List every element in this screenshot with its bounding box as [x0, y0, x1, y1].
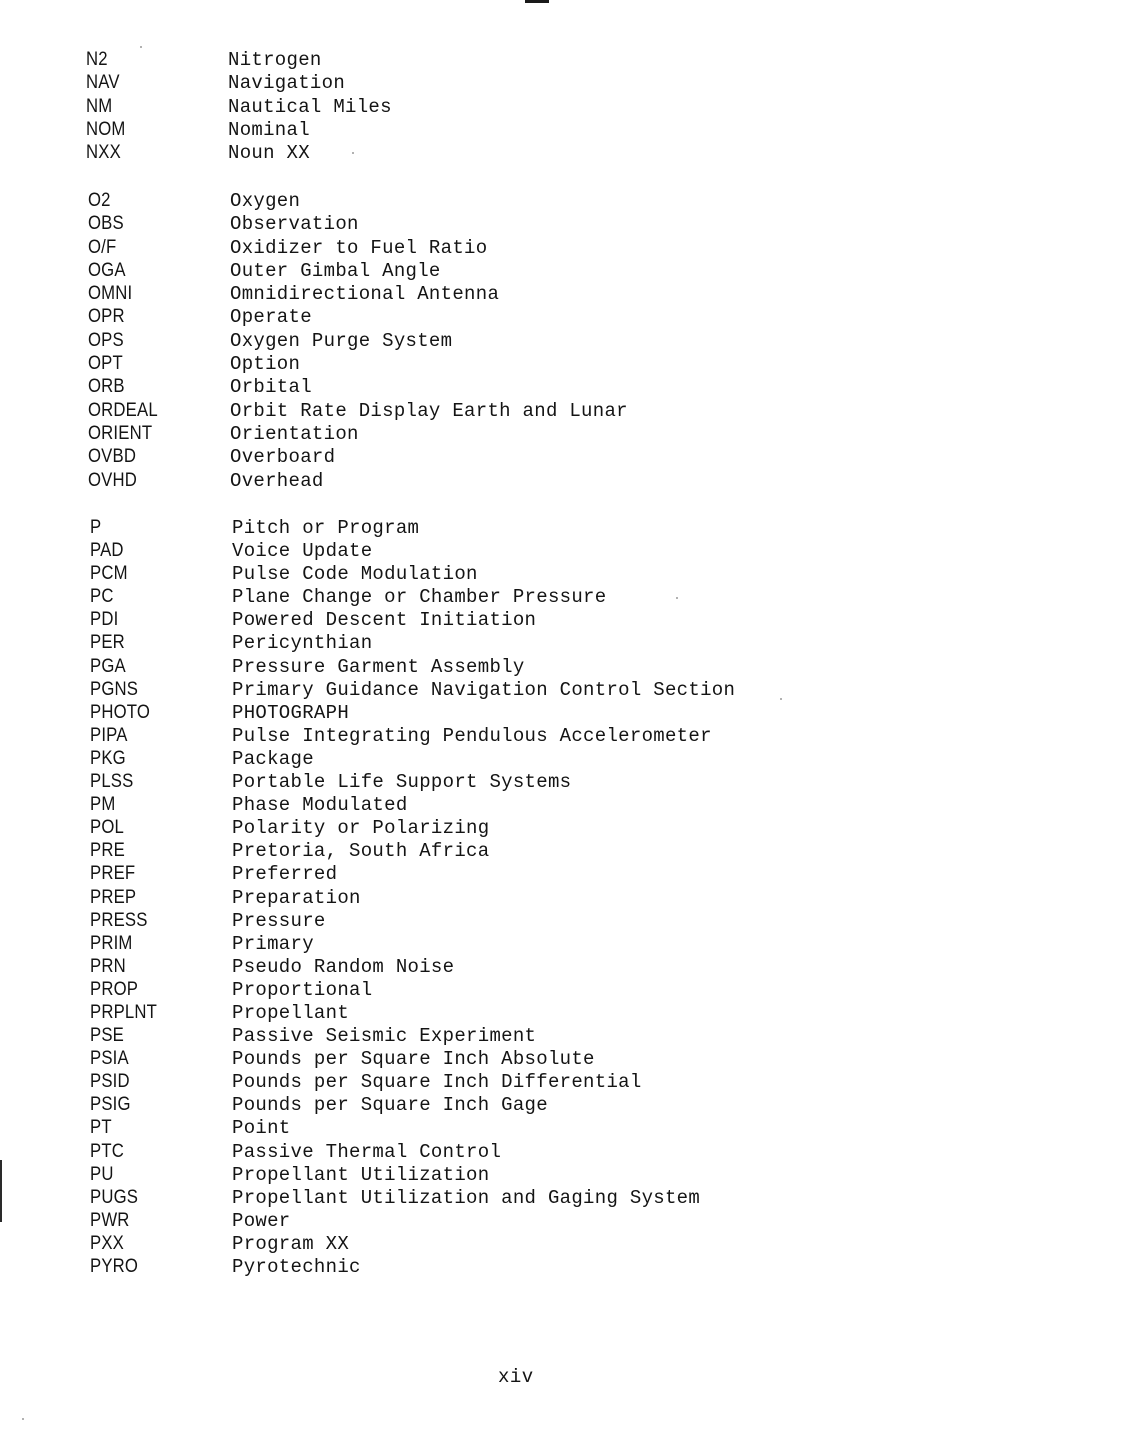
abbreviation: P	[90, 517, 102, 538]
glossary-entry	[90, 862, 810, 885]
abbreviation: PRIM	[90, 932, 133, 954]
glossary-entry	[90, 631, 810, 654]
abbreviation: PREF	[90, 863, 136, 885]
abbreviation: NAV	[86, 72, 120, 94]
scan-speck	[22, 1418, 24, 1420]
definition: Noun XX	[228, 142, 310, 165]
abbreviation: PRE	[90, 840, 125, 862]
glossary-entry	[90, 539, 810, 562]
abbreviation: PROP	[90, 978, 139, 1000]
abbreviation: N2	[86, 49, 108, 70]
abbreviation: PHOTO	[90, 701, 151, 723]
abbreviation: PKG	[90, 747, 126, 769]
abbreviation: PGA	[90, 655, 126, 677]
abbreviation: PGNS	[90, 678, 139, 700]
definition: Navigation	[228, 72, 346, 95]
definition: Pounds per Square Inch Differential	[232, 1071, 642, 1094]
definition: Pericynthian	[232, 632, 373, 655]
definition: Oxidizer to Fuel Ratio	[230, 236, 488, 259]
definition: Pulse Integrating Pendulous Accelerometer	[232, 724, 712, 747]
glossary-entry	[90, 1163, 810, 1186]
glossary-entry	[88, 469, 808, 492]
glossary-entry	[90, 747, 810, 770]
abbreviation: NOM	[86, 118, 126, 140]
abbreviation: PM	[90, 794, 116, 816]
definition: Phase Modulated	[232, 794, 408, 817]
abbreviation-group-p	[90, 516, 810, 1278]
definition: Package	[232, 747, 314, 770]
abbreviation: PLSS	[90, 771, 134, 793]
abbreviation: PUGS	[90, 1186, 139, 1208]
glossary-entry	[90, 978, 810, 1001]
definition: Oxygen	[230, 190, 301, 212]
glossary-entry	[90, 770, 810, 793]
definition: Propellant Utilization	[232, 1163, 490, 1186]
glossary-entry	[90, 1116, 810, 1139]
glossary-entry	[88, 422, 808, 445]
glossary-entry	[86, 141, 806, 164]
definition: Plane Change or Chamber Pressure	[232, 586, 607, 609]
glossary-entry	[90, 516, 810, 539]
abbreviation-group-o	[88, 189, 808, 492]
glossary-entry	[90, 655, 810, 678]
glossary-entry	[90, 909, 810, 932]
definition: Orbit Rate Display Earth and Lunar	[230, 399, 628, 422]
glossary-entry	[86, 48, 806, 71]
abbreviation: PSIG	[90, 1094, 131, 1116]
definition: Pseudo Random Noise	[232, 955, 455, 978]
glossary-entry	[90, 562, 810, 585]
glossary-entry	[90, 1047, 810, 1070]
glossary-entry	[90, 678, 810, 701]
glossary-entry	[90, 1186, 810, 1209]
abbreviation: PXX	[90, 1232, 124, 1254]
definition: Option	[230, 353, 301, 376]
definition: Outer Gimbal Angle	[230, 259, 441, 282]
abbreviation: OPS	[88, 329, 124, 351]
definition: Orientation	[230, 422, 359, 445]
glossary-entry	[90, 1232, 810, 1255]
definition: Powered Descent Initiation	[232, 609, 537, 632]
abbreviation: OPT	[88, 353, 123, 375]
definition: Proportional	[232, 978, 373, 1001]
abbreviation: OVHD	[88, 469, 138, 491]
definition: Passive Seismic Experiment	[232, 1025, 537, 1048]
abbreviation: PIPA	[90, 724, 128, 746]
definition: Voice Update	[232, 540, 373, 563]
definition: Power	[232, 1209, 291, 1232]
glossary-entry	[88, 259, 808, 282]
abbreviation: O2	[88, 190, 111, 211]
abbreviation: PAD	[90, 540, 124, 562]
definition: Polarity or Polarizing	[232, 817, 490, 840]
abbreviation: PYRO	[90, 1256, 139, 1277]
definition: Omnidirectional Antenna	[230, 283, 500, 306]
abbreviation: ORIENT	[88, 422, 153, 444]
glossary-entry	[88, 212, 808, 235]
definition: Pitch or Program	[232, 517, 420, 539]
glossary-entry	[88, 189, 808, 212]
abbreviation: PRPLNT	[90, 1001, 158, 1023]
glossary-entry	[90, 839, 810, 862]
definition: Pyrotechnic	[232, 1256, 361, 1278]
definition: Nominal	[228, 118, 310, 141]
definition: Primary	[232, 932, 314, 955]
definition: Propellant Utilization and Gaging System	[232, 1186, 701, 1209]
definition: Pounds per Square Inch Gage	[232, 1094, 548, 1117]
abbreviation: NM	[86, 95, 113, 117]
abbreviation: PC	[90, 586, 114, 608]
glossary-entry	[90, 886, 810, 909]
definition: Pulse Code Modulation	[232, 563, 478, 586]
glossary-entry	[90, 955, 810, 978]
glossary-entry	[90, 1070, 810, 1093]
abbreviation: ORDEAL	[88, 399, 158, 421]
glossary-entry	[90, 1001, 810, 1024]
definition: Passive Thermal Control	[232, 1140, 502, 1163]
glossary-entry	[88, 375, 808, 398]
glossary-entry	[90, 793, 810, 816]
definition: Pressure	[232, 909, 326, 932]
abbreviation: PDI	[90, 609, 119, 631]
definition: Orbital	[230, 376, 312, 399]
glossary-entry	[86, 71, 806, 94]
abbreviation: PREP	[90, 886, 137, 908]
glossary-entry	[90, 816, 810, 839]
glossary-entry	[88, 329, 808, 352]
definition: Operate	[230, 306, 312, 329]
glossary-entry	[88, 236, 808, 259]
glossary-entry	[90, 932, 810, 955]
page-number: xiv	[498, 1366, 534, 1388]
abbreviation: OPR	[88, 306, 125, 328]
abbreviation: OGA	[88, 259, 126, 281]
abbreviation: PSID	[90, 1071, 130, 1093]
abbreviation: PCM	[90, 563, 128, 585]
abbreviation: PWR	[90, 1209, 130, 1231]
abbreviation: PTC	[90, 1140, 124, 1162]
glossary-entry	[88, 282, 808, 305]
glossary-entry	[88, 399, 808, 422]
abbreviation: OBS	[88, 213, 124, 235]
abbreviation: POL	[90, 817, 124, 839]
definition: PHOTOGRAPH	[232, 701, 350, 724]
definition: Overhead	[230, 469, 324, 492]
glossary-entry	[86, 95, 806, 118]
glossary-entry	[88, 305, 808, 328]
glossary-entry	[90, 1255, 810, 1278]
abbreviation: PRN	[90, 955, 126, 977]
abbreviation: PSIA	[90, 1048, 129, 1070]
definition: Preparation	[232, 886, 361, 909]
definition: Overboard	[230, 446, 336, 469]
glossary-entry	[90, 701, 810, 724]
definition: Oxygen Purge System	[230, 329, 453, 352]
abbreviation: PU	[90, 1163, 114, 1185]
top-edge-mark	[525, 0, 549, 3]
abbreviation: PSE	[90, 1025, 124, 1047]
abbreviation: O/F	[88, 236, 117, 258]
abbreviation-group-n	[86, 48, 806, 164]
abbreviation: PRESS	[90, 909, 148, 931]
glossary-entry	[90, 1140, 810, 1163]
definition: Point	[232, 1117, 291, 1140]
glossary-entry	[90, 1209, 810, 1232]
abbreviation: OVBD	[88, 446, 137, 468]
definition: Nitrogen	[228, 49, 322, 71]
abbreviation: PT	[90, 1117, 112, 1139]
definition: Nautical Miles	[228, 95, 392, 118]
abbreviation: ORB	[88, 376, 125, 398]
glossary-entry	[90, 1093, 810, 1116]
glossary-entry	[90, 608, 810, 631]
definition: Propellant	[232, 1001, 350, 1024]
definition: Pounds per Square Inch Absolute	[232, 1048, 595, 1071]
glossary-entry	[90, 724, 810, 747]
definition: Pretoria, South Africa	[232, 840, 490, 863]
definition: Observation	[230, 213, 359, 236]
definition: Program XX	[232, 1232, 350, 1255]
definition: Primary Guidance Navigation Control Section	[232, 678, 736, 701]
abbreviation: PER	[90, 632, 125, 654]
left-margin-rule	[0, 1160, 2, 1222]
abbreviation: NXX	[86, 142, 121, 164]
glossary-entry	[88, 445, 808, 468]
abbreviation: OMNI	[88, 283, 133, 305]
glossary-entry	[90, 585, 810, 608]
definition: Preferred	[232, 863, 338, 886]
glossary-entry	[88, 352, 808, 375]
glossary-entry	[90, 1024, 810, 1047]
glossary-entry	[86, 118, 806, 141]
definition: Portable Life Support Systems	[232, 771, 572, 794]
definition: Pressure Garment Assembly	[232, 655, 525, 678]
